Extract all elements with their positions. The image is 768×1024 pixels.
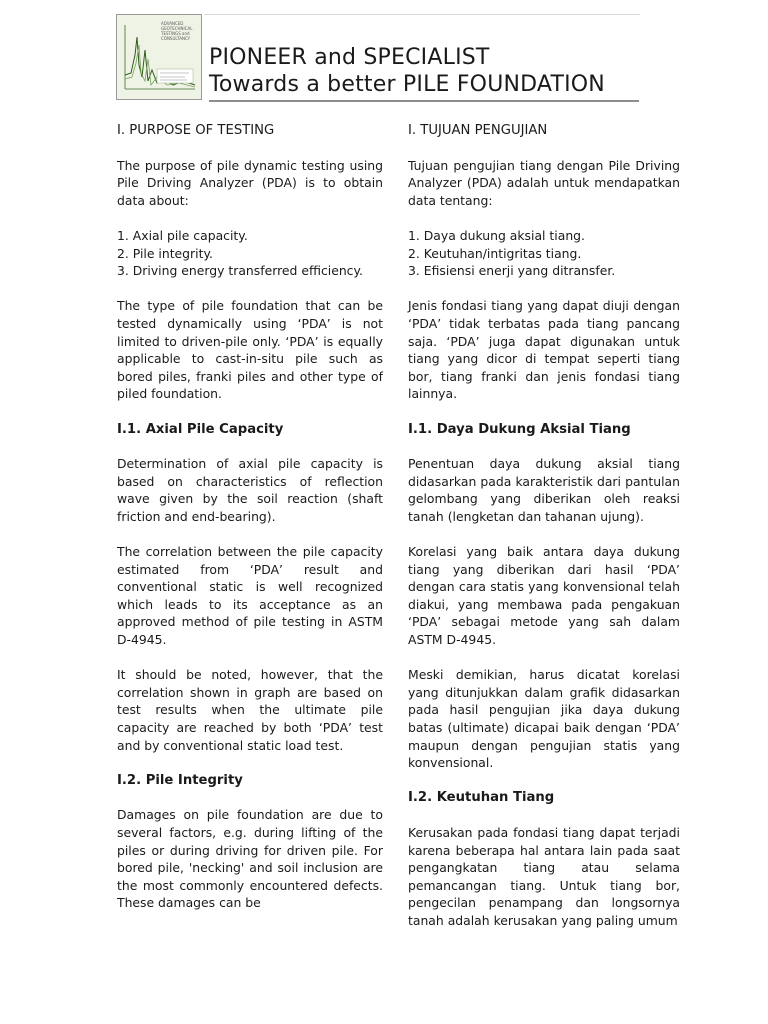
paragraph-daya-3: Meski demikian, harus dicatat korelasi yang ditunjukkan dalam grafik didasarkan pada hasil pengujian jika daya dukung batas (ultimate) dicapai baik dengan ‘PDA’ maupun dengan pengujian statis yang konvensional. [408,667,680,771]
indonesian-column [408,122,680,947]
paragraph-daya-1: Penentuan daya dukung aksial tiang didasarkan pada karakteristik dari pantulan gelombang yang diberikan oleh reaksi tanah (lengketan dan tahanan ujung). [408,456,680,524]
heading-axial-capacity: I.1. Axial Pile Capacity [117,421,284,437]
paragraph-daya-2: Korelasi yang baik antara daya dukung tiang yang diberikan dari hasil ‘PDA’ dengan cara statis yang konvensional telah diakui, yang membawa pada pengakuan ‘PDA’ sebagai metode yang sah dalam ASTM D-4945. [408,544,680,648]
paragraph-keutuhan: Kerusakan pada fondasi tiang dapat terjadi karena beberapa hal antara lain pada saat pengangkatan tiang atau selama pemancangan tiang. Untuk tiang bor, pengecilan penampang dan longsornya tanah adalah kerusakan yang paling umum [408,824,680,928]
purpose-list [117,227,383,280]
heading-daya-dukung: I.1. Daya Dukung Aksial Tiang [408,421,631,437]
logo-text: ADVANCED GEOTECHNICAL TESTINGS and CONSULTANCY [161,21,193,41]
list-item: 1. Daya dukung aksial tiang. [408,227,585,243]
header-top-divider [204,14,640,15]
heading-tujuan: I. TUJUAN PENGUJIAN [408,123,548,138]
list-item: 3. Efisiensi enerji yang ditransfer. [408,263,616,279]
header-divider [209,100,639,102]
company-logo [116,14,202,100]
tujuan-list [408,227,680,280]
paragraph-integrity: Damages on pile foundation are due to several factors, e.g. during lifting of the piles or during driving for driven pile. For bored pile, 'necking' and soil inclusion are the most commonly encountered defects. These damages can be [117,807,383,911]
list-item: 3. Driving energy transferred efficiency. [117,263,363,279]
heading-pile-integrity: I.2. Pile Integrity [117,772,243,788]
paragraph-tujuan: Tujuan pengujian tiang dengan Pile Driving Analyzer (PDA) adalah untuk mendapatkan data tentang: [408,157,680,208]
paragraph-axial-2: The correlation between the pile capacity estimated from ‘PDA’ result and conventional static is well recognized which leads to its acceptance as an approved method of pile testing in ASTM D-4945. [117,544,383,648]
paragraph-pile-type: The type of pile foundation that can be tested dynamically using ‘PDA’ is not limited to driven-pile only. ‘PDA’ is equally applicable to cast-in-situ pile such as bored piles, franki piles and other type of piled foundation. [117,298,383,402]
header-title [209,44,605,98]
header-title-line1: PIONEER and SPECIALIST [209,45,490,70]
heading-keutuhan: I.2. Keutuhan Tiang [408,790,555,806]
paragraph-purpose: The purpose of pile dynamic testing using Pile Driving Analyzer (PDA) is to obtain data about: [117,157,383,208]
paragraph-axial-3: It should be noted, however, that the correlation shown in graph are based on test results when the ultimate pile capacity are reached by both ‘PDA’ test and by conventional static load test. [117,667,383,753]
paragraph-jenis: Jenis fondasi tiang yang dapat diuji dengan ‘PDA’ tidak terbatas pada tiang pancang saja. ‘PDA’ juga dapat digunakan untuk tiang yang dicor di tempat seperti tiang bor, tiang franki dan jenis fondasi tiang lainnya. [408,298,680,402]
heading-purpose: I. PURPOSE OF TESTING [117,123,275,138]
english-column [117,122,383,930]
paragraph-axial-1: Determination of axial pile capacity is based on characteristics of reflection wave given by the soil reaction (shaft friction and end-bearing). [117,456,383,524]
list-item: 2. Pile integrity. [117,245,213,261]
document-header [116,14,640,104]
header-title-line2: Towards a better PILE FOUNDATION [209,72,605,97]
list-item: 2. Keutuhan/intigritas tiang. [408,245,582,261]
list-item: 1. Axial pile capacity. [117,227,248,243]
